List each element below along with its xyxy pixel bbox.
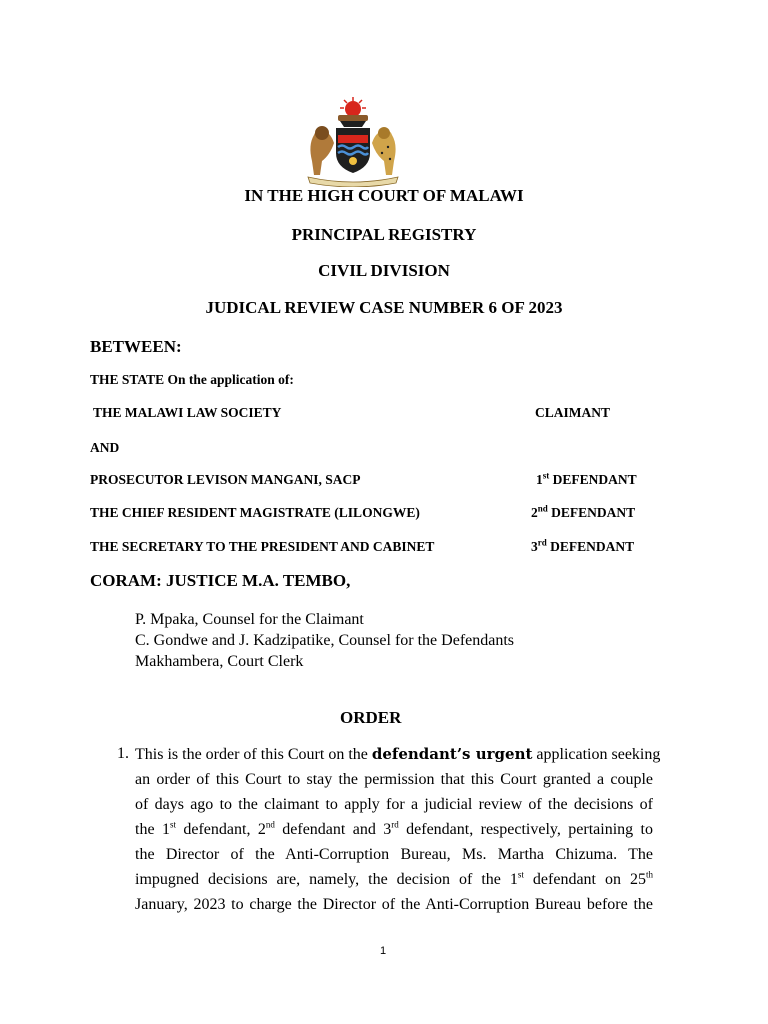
state-line: THE STATE On the application of:: [90, 372, 294, 387]
defendant-2-name: THE CHIEF RESIDENT MAGISTRATE (LILONGWE): [90, 505, 420, 520]
page-number: 1: [380, 945, 387, 957]
malawi-coat-of-arms-icon: [300, 95, 406, 187]
ordinal-suffix: rd: [537, 537, 547, 548]
and-label: AND: [90, 440, 120, 455]
defendant-1-role: [536, 472, 637, 488]
claimant-name: THE MALAWI LAW SOCIETY: [93, 405, 282, 420]
court-title: IN THE HIGH COURT OF MALAWI: [244, 186, 524, 205]
paragraph-1: [135, 742, 661, 917]
para-line: impugned decisions are, namely, the decision of the 1st defendant on 25th: [135, 869, 654, 888]
para-line: of days ago to the claimant to apply for a judicial review of the decisions of: [135, 796, 653, 813]
ordinal-number: 1: [536, 472, 543, 487]
claimant-role: CLAIMANT: [535, 405, 611, 420]
case-title: JUDICAL REVIEW CASE NUMBER 6 OF 2023: [205, 298, 563, 317]
role-label: DEFENDANT: [550, 539, 635, 554]
emphasis-text: defendant’s urgent: [371, 745, 533, 763]
para-line: the Director of the Anti-Corruption Bureau, Ms. Martha Chizuma. The: [135, 846, 653, 863]
lion-supporter: [310, 126, 334, 175]
ordinal-suffix: nd: [537, 503, 548, 514]
role-label: DEFENDANT: [552, 472, 637, 487]
division-title: CIVIL DIVISION: [318, 261, 450, 280]
between-label: BETWEEN:: [90, 337, 182, 356]
order-heading: ORDER: [340, 708, 402, 727]
crest-sun: [338, 97, 368, 127]
counsel-claimant: P. Mpaka, Counsel for the Claimant: [135, 611, 364, 628]
counsel-defendants: C. Gondwe and J. Kadzipatike, Counsel for the Defendants: [135, 632, 515, 649]
leopard-supporter: [372, 127, 396, 175]
para-line: This is the order of this Court on the defendant’s urgent application seeking: [135, 745, 661, 763]
coram-counsel-list: [135, 609, 514, 672]
defendant-2-role: [531, 505, 635, 521]
defendant-1-name: PROSECUTOR LEVISON MANGANI, SACP: [90, 472, 361, 487]
coram-title: CORAM: JUSTICE M.A. TEMBO,: [90, 571, 351, 590]
paragraph-number: 1.: [117, 745, 129, 762]
role-label: DEFENDANT: [551, 505, 636, 520]
registry-title: PRINCIPAL REGISTRY: [291, 225, 477, 244]
shield: [336, 128, 370, 173]
ordinal-number: 2: [531, 505, 538, 520]
para-line: January, 2023 to charge the Director of the Anti-Corruption Bureau before the: [135, 896, 653, 913]
ordinal-number: 3: [531, 539, 538, 554]
court-clerk: Makhambera, Court Clerk: [135, 653, 304, 670]
ordinal-suffix: st: [542, 470, 550, 481]
defendant-3-name: THE SECRETARY TO THE PRESIDENT AND CABINET: [90, 539, 435, 554]
defendant-3-role: [531, 539, 634, 555]
para-line: the 1st defendant, 2nd defendant and 3rd defendant, respectively, pertaining to: [135, 819, 654, 838]
para-line: an order of this Court to stay the permission that this Court granted a couple: [135, 771, 653, 788]
